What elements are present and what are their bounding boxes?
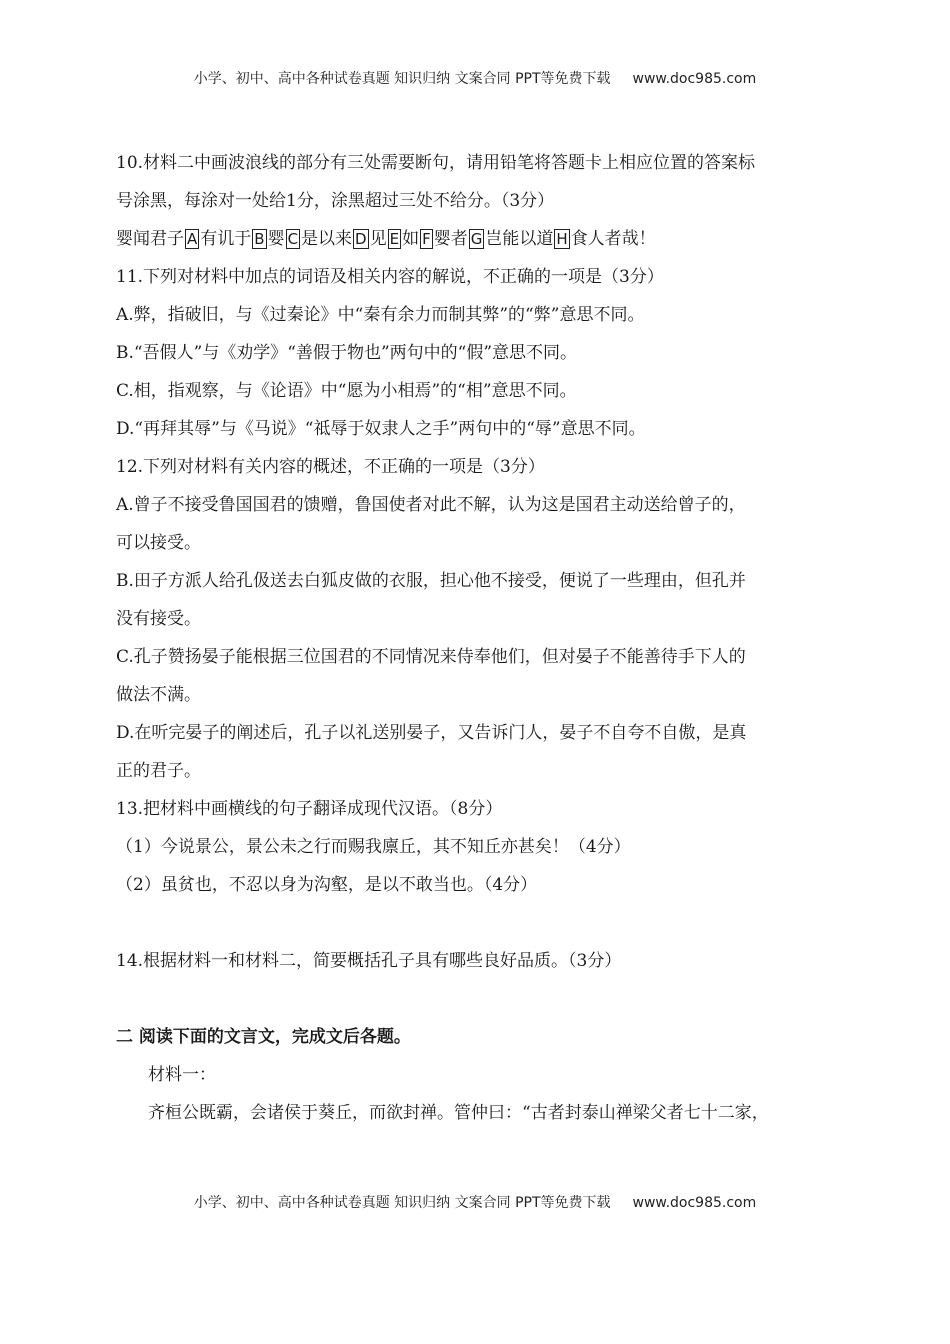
q10-stem-line1: 10.材料二中画波浪线的部分有三处需要断句，请用铅笔将答题卡上相应位置的答案标: [116, 153, 756, 173]
q11-option-d: D.“再拜其辱”与《马说》“祗辱于奴隶人之手”两句中的“辱”意思不同。: [116, 419, 646, 439]
break-mark-f[interactable]: F: [422, 230, 431, 248]
break-mark-c[interactable]: C: [287, 230, 299, 248]
q11-option-a: A.弊，指破旧，与《过秦论》中“秦有余力而制其弊”的“弊”意思不同。: [116, 305, 645, 325]
q12-option-c-line2: 做法不满。: [116, 685, 201, 705]
break-mark-h[interactable]: H: [556, 230, 568, 248]
break-mark-a[interactable]: A: [187, 230, 198, 248]
q14-stem: 14.根据材料一和材料二，简要概括孔子具有哪些良好品质。（3分）: [116, 951, 622, 971]
break-mark-g[interactable]: G: [470, 230, 483, 248]
page-header: [0, 68, 950, 88]
break-mark-e[interactable]: E: [389, 230, 400, 248]
q12-option-a-line2: 可以接受。: [116, 533, 201, 553]
q12-option-b-line1: B.田子方派人给孔伋送去白狐皮做的衣服，担心他不接受，便说了一些理由，但孔并: [116, 571, 746, 591]
q11-stem: 11.下列对材料中加点的词语及相关内容的解说，不正确的一项是（3分）: [116, 267, 664, 287]
q13-stem: 13.把材料中画横线的句子翻译成现代汉语。（8分）: [116, 799, 503, 819]
q10-sentence: 婴闻君子 A 有讥于 B 婴 C 是以来 D 见 E 如 F 婴者 G 岂能以道 H 食人者哉！: [116, 229, 656, 249]
material-1-label: 材料一：: [148, 1065, 216, 1085]
material-1-text: 齐桓公既霸，会诸侯于葵丘，而欲封禅。管仲曰：“古者封泰山禅梁父者七十二家，: [148, 1103, 769, 1123]
q12-option-d-line1: D.在听完晏子的阐述后，孔子以礼送别晏子，又告诉门人，晏子不自夸不自傲，是真: [116, 723, 747, 743]
header-text: 小学、初中、高中各种试卷真题 知识归纳 文案合同 PPT等免费下载: [193, 71, 611, 87]
q13-sentence-2: （2）虽贫也，不忍以身为沟壑，是以不敢当也。（4分）: [116, 875, 538, 895]
q12-option-b-line2: 没有接受。: [116, 609, 201, 629]
q10-stem-line2: 号涂黑，每涂对一处给1分，涂黑超过三处不给分。（3分）: [116, 191, 555, 211]
q12-option-c-line1: C.孔子赞扬晏子能根据三位国君的不同情况来侍奉他们，但对晏子不能善待手下人的: [116, 647, 746, 667]
break-mark-b[interactable]: B: [254, 230, 265, 248]
q12-option-a-line1: A.曾子不接受鲁国国君的馈赠，鲁国使者对此不解，认为这是国君主动送给曾子的，: [116, 495, 746, 515]
break-mark-d[interactable]: D: [355, 230, 367, 248]
q12-stem: 12.下列对材料有关内容的概述，不正确的一项是（3分）: [116, 457, 545, 477]
page-footer: [0, 1192, 950, 1212]
q12-option-d-line2: 正的君子。: [116, 761, 201, 781]
page-content: [116, 144, 840, 1132]
header-site-link[interactable]: www.doc985.com: [632, 71, 757, 87]
footer-text: 小学、初中、高中各种试卷真题 知识归纳 文案合同 PPT等免费下载: [193, 1195, 611, 1211]
spacer: [116, 904, 840, 942]
section-2-title: 二 阅读下面的文言文，完成文后各题。: [116, 1027, 411, 1047]
footer-site-link[interactable]: www.doc985.com: [632, 1195, 757, 1211]
q13-sentence-1: （1）今说景公，景公未之行而赐我廪丘，其不知丘亦甚矣！（4分）: [116, 837, 631, 857]
q11-option-c: C.相，指观察，与《论语》中“愿为小相焉”的“相”意思不同。: [116, 381, 577, 401]
q11-option-b: B.“吾假人”与《劝学》“善假于物也”两句中的“假”意思不同。: [116, 343, 578, 363]
spacer: [116, 980, 840, 1018]
